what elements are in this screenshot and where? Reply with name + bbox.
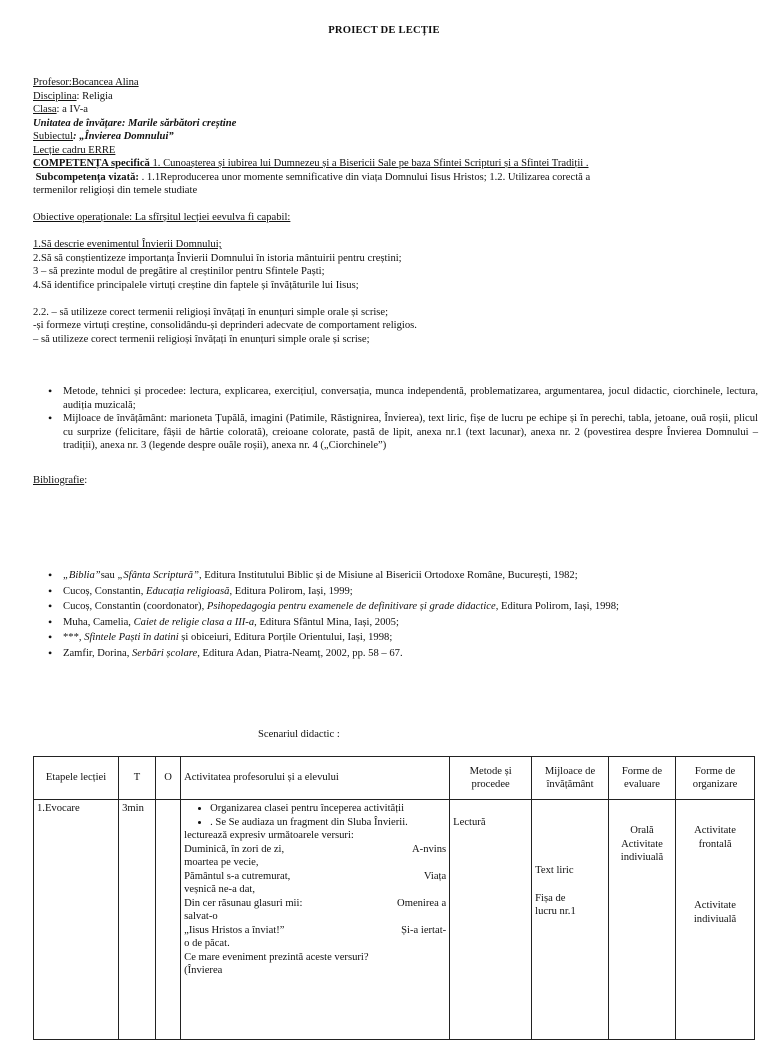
method-text: Lectură	[453, 817, 486, 828]
evaluation-text: indiviuală	[620, 852, 664, 863]
bib-text: , Editura Adan, Piatra-Neamț, 2002, pp. 58 – 67.	[197, 647, 403, 659]
bib-title: Caiet de religie clasa a III-a	[133, 616, 255, 628]
verse-line	[184, 897, 446, 911]
verse-left: salvat-o	[184, 911, 218, 922]
header-activity: Activitatea profesorului și a elevului	[181, 757, 450, 800]
activity-question: Ce mare eveniment prezintă aceste versuri?	[184, 951, 369, 963]
header-evaluation: Forme de evaluare	[608, 757, 675, 800]
bibliography-colon: :	[84, 475, 88, 486]
extra-objective: – să utilizeze corect termenii religioși învățați în enunțuri simple orale și scrise;	[33, 333, 370, 345]
bib-title: Educația religioasă	[146, 585, 230, 597]
header-stages: Etapele lecției	[34, 757, 119, 800]
verse-left: „Iisus Hristos a înviat!”	[184, 924, 285, 936]
bib-text: sau	[100, 570, 118, 581]
organization-text: Activitate	[694, 825, 736, 836]
verse-right: A-nvins	[412, 843, 447, 855]
time-cell: 3min	[119, 800, 156, 1040]
subject-label: Subiectul	[33, 131, 74, 142]
verse-line	[184, 924, 446, 938]
verse-line	[184, 870, 446, 884]
bibliography-item	[33, 569, 758, 583]
table-header-row	[34, 757, 755, 800]
bibliography-item	[33, 631, 758, 645]
subcompetence-text-2: termenilor religioși din temele studiate	[33, 185, 198, 196]
objectives-label: Obiective operaționale: La sfîrșitul lecției eevulva fi capabil:	[33, 212, 291, 223]
competence-value: 1. Cunoașterea și iubirea lui Dumnezeu și a Bisericii Sale pe baza Sfintei Scripturi și a Sfintei Tradiții .	[149, 158, 589, 169]
objective-item: 2.Să să conștientizeze importanța Învierii Domnului în istoria mântuirii pentru creștini;	[33, 252, 402, 264]
activity-intro: lectureazǎ expresiv urmǎtoarele versuri:	[184, 830, 354, 841]
bib-text: , Editura Sfântul Mina, Iași, 2005;	[254, 616, 399, 628]
header-o: O	[155, 757, 180, 800]
extra-objective: 2.2. – să utilizeze corect termenii religioși învățați în enunțuri simple orale și scrise;	[33, 306, 389, 318]
organization-text: frontală	[698, 838, 732, 850]
evaluation-cell	[608, 800, 675, 1040]
class-line	[33, 103, 738, 117]
activity-bullet: • . Se Se audiaza un fragment din Sluba Învierii.	[210, 816, 446, 830]
bib-author: Cucoș, Constantin (coordonator),	[63, 601, 207, 612]
subcompetence-line	[33, 171, 738, 185]
organization-cell	[676, 800, 755, 1040]
table-row	[34, 800, 755, 1040]
bibliography-list	[33, 569, 758, 662]
activity-bullet: • Organizarea clasei pentru începerea activității	[210, 802, 446, 816]
bib-title: Sfintele Paști în datini	[84, 632, 179, 643]
verse-left: o de păcat.	[184, 938, 230, 949]
bibliography-item	[33, 600, 758, 614]
bib-author: ***,	[63, 632, 85, 643]
extra-objective: -și formeze virtuți creștine, consolidându-și deprinderi adecvate de comportament religios.	[33, 320, 417, 331]
evaluation-text: Activitate	[621, 838, 663, 850]
verse-right: Și-a iertat-	[401, 924, 447, 936]
header-time: T	[119, 757, 156, 800]
organization-text: indiviuală	[693, 913, 737, 925]
means-text: Fișa de	[535, 892, 566, 904]
document-title: PROIECT DE LECȚIE	[328, 25, 440, 36]
activity-cell	[181, 800, 450, 1040]
subcompetence-text-1: . 1.1Reproducerea unor momente semnificative din viața Domnului Iisus Hristos; 1.2. Utilizarea corectă a	[138, 171, 591, 183]
verse-right: Omenirea a	[397, 897, 447, 909]
means-text: lucru nr.1	[535, 906, 576, 917]
means-item: • Mijloace de învățământ: marioneta Țupălă, imagini (Patimile, Răstignirea, Învierea), text liric, fișe de lucru pe echipe și în perechi, tabla, jetoane, ouă roșii, plicul cu surprize (felicitare, fâșii de hârtie colorată), creioane colorate, pastă de lipit, anexa nr.1 (text lacunar), anexa nr. 2 (povestirea despre Învierea Domnului – tradiții), anexa nr. 3 (legende despre ouăle roșii), anexa nr. 4 („Ciorchinele”)	[33, 412, 758, 453]
bib-text: , Editura Polirom, Iași, 1998;	[495, 601, 619, 612]
means-text: Text liric	[535, 865, 574, 876]
scenario-title: Scenariul didactic :	[258, 729, 340, 740]
bib-title: „Biblia”	[63, 570, 101, 581]
class-label: Clasa	[33, 104, 57, 115]
verse-left: moartea pe vecie,	[184, 857, 259, 868]
verse-line	[184, 883, 446, 897]
method-cell	[450, 800, 532, 1040]
subject-value: : „Învierea Domnului”	[73, 131, 174, 142]
teacher-label: Profesor:	[33, 77, 72, 88]
bib-author: Cucoș, Constantin,	[63, 585, 146, 597]
teacher-name: Bocancea Alina	[71, 77, 139, 88]
verse-right: Viața	[423, 870, 447, 882]
means-cell	[532, 800, 609, 1040]
verse-left: Duminică, în zori de zi,	[184, 843, 285, 855]
methods-item: • Metode, tehnici și procedee: lectura, explicarea, exercițiul, conversația, munca independentă, problematizarea, argumentarea, jocul didactic, ciorchinele, lectura, audiția muzicală;	[33, 385, 758, 412]
activity-answer: (Învierea	[184, 965, 223, 976]
verse-line	[184, 937, 446, 951]
organization-text: Activitate	[694, 900, 736, 911]
objective-item: 3 – să prezinte modul de pregătire al creștinilor pentru Sfintele Paști;	[33, 266, 325, 277]
competence-line	[33, 157, 738, 171]
scenario-table	[33, 756, 755, 1040]
bibliography-label: Bibliografie	[33, 475, 85, 486]
discipline-label: Disciplina	[33, 90, 77, 102]
methods-list	[33, 385, 758, 453]
bibliography-item	[33, 585, 758, 599]
stage-cell: 1.Evocare	[34, 800, 119, 1040]
bib-text: , Editura Institutului Biblic și de Misiune al Bisericii Ortodoxe Române, București, 1982;	[199, 570, 578, 581]
lesson-frame: Lecție cadru ERRE	[33, 144, 116, 156]
subcompetence-label: Subcompetența vizată:	[35, 171, 139, 183]
verse-line	[184, 910, 446, 924]
header-means: Mijloace de învățământ	[532, 757, 609, 800]
bibliography-heading	[33, 474, 87, 488]
subject-line	[33, 130, 738, 144]
bib-text: , Editura Polirom, Iași, 1999;	[229, 585, 353, 597]
activity-bullets	[184, 802, 446, 829]
verse-left: Din cer răsunau glasuri mii:	[184, 897, 303, 909]
verse-line	[184, 856, 446, 870]
bib-title: Psihopedagogia pentru examenele de definitivare și grade didactice	[206, 601, 496, 612]
unit-line: Unitatea de învățare: Marile sărbători creștine	[33, 117, 237, 129]
evaluation-text: Orală	[630, 825, 654, 836]
verse-left: veșnică ne-a dat,	[184, 884, 256, 895]
o-cell	[155, 800, 180, 1040]
objective-item: 4.Să identifice principalele virtuți creștine din faptele și învățăturile lui Iisus;	[33, 279, 359, 291]
bibliography-item	[33, 647, 758, 661]
bib-title: „Sfânta Scriptură”	[117, 570, 199, 581]
discipline-line	[33, 90, 738, 104]
lesson-header	[33, 76, 738, 346]
bib-author: Muha, Camelia,	[63, 616, 134, 628]
header-organization: Forme de organizare	[676, 757, 755, 800]
teacher-line	[33, 76, 738, 90]
verse-left: Pământul s-a cutremurat,	[184, 870, 291, 882]
competence-label: COMPETENȚA specifică	[33, 158, 150, 169]
discipline-value: : Religia	[76, 90, 113, 102]
bibliography-item	[33, 616, 758, 630]
bib-author: Zamfir, Dorina,	[63, 647, 132, 659]
objective-item: 1.Să descrie evenimentul Învierii Domnului;	[33, 239, 222, 250]
bib-text: și obiceiuri, Editura Porțile Orientului, Iași, 1998;	[178, 632, 393, 643]
verse-line	[184, 843, 446, 857]
class-value: : a IV-a	[56, 104, 88, 115]
header-methods: Metode și procedee	[450, 757, 532, 800]
bib-title: Serbări școlare	[132, 647, 198, 659]
